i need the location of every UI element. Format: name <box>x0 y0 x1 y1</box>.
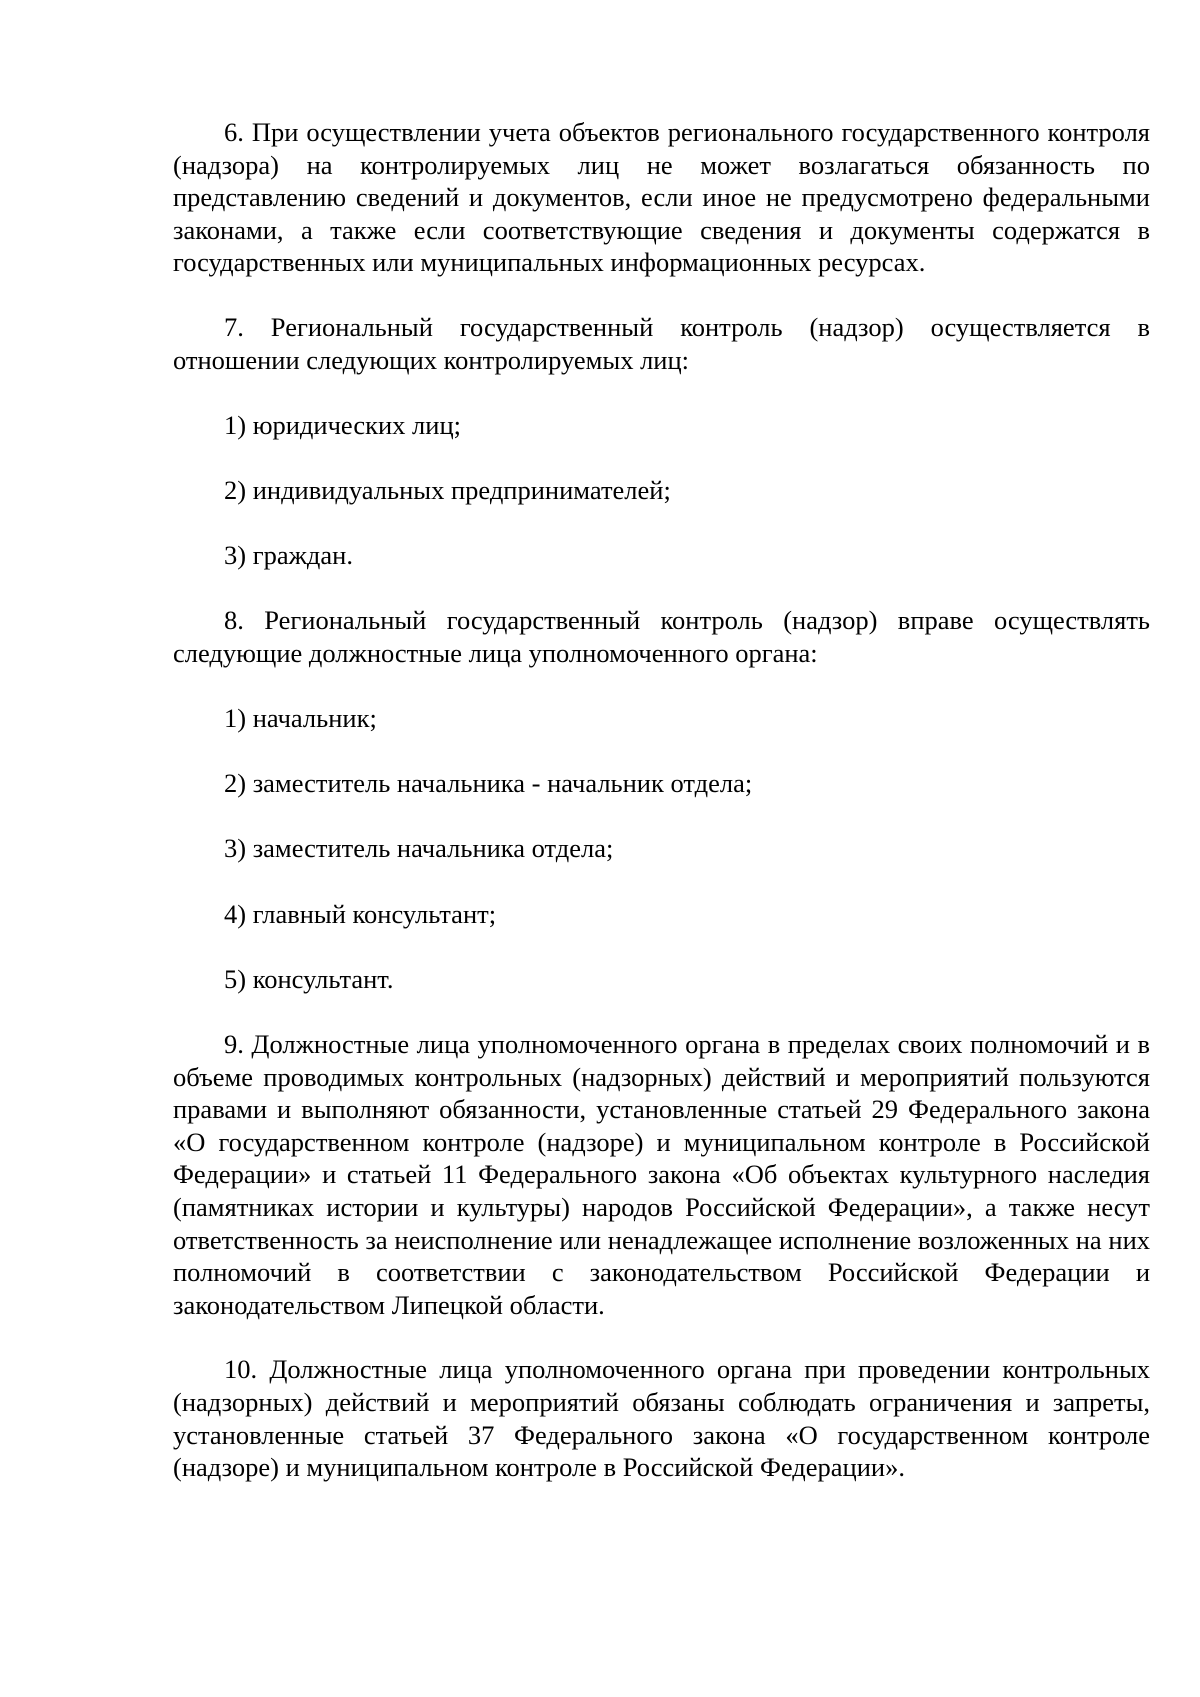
list-item-8-3: 3) заместитель начальника отдела; <box>224 833 614 864</box>
list-item-8-4: 4) главный консультант; <box>224 898 497 929</box>
paragraph-9: 9. Должностные лица уполномоченного органа в пределах своих полномочий и в объеме проводимых контрольных (надзорных) действий и мероприятий пользуются правами и выполняют обязанности, установленные статьей 29 Федерального закона «О государственном контроле (надзоре) и муниципальном контроле в Российской Федерации» и статьей 11 Федерального закона «Об объектах культурного наследия (памятниках истории и культуры) народов Российской Федерации», а также несут ответственность за неисполнение или ненадлежащее исполнение возложенных на них полномочий в соответствии с законодательством Российской Федерации и законодательством Липецкой области. <box>173 1029 1150 1320</box>
list-item-8-1: 1) начальник; <box>224 703 377 734</box>
list-item-8-2: 2) заместитель начальника - начальник отдела; <box>224 768 753 799</box>
document-body <box>173 116 1150 1484</box>
paragraph-10: 10. Должностные лица уполномоченного органа при проведении контрольных (надзорных) действий и мероприятий обязаны соблюдать ограничения и запреты, установленные статьей 37 Федерального закона «О государственном контроле (надзоре) и муниципальном контроле в Российской Федерации». <box>173 1354 1150 1483</box>
list-item-7-3: 3) граждан. <box>224 540 353 571</box>
paragraph-7: 7. Региональный государственный контроль (надзор) осуществляется в отношении следующих контролируемых лиц: <box>173 311 1150 375</box>
list-item-7-1: 1) юридических лиц; <box>224 409 461 440</box>
paragraph-8: 8. Региональный государственный контроль (надзор) вправе осуществлять следующие должностные лица уполномоченного органа: <box>173 605 1150 668</box>
paragraph-6: 6. При осуществлении учета объектов регионального государственного контроля (надзора) на контролируемых лиц не может возлагаться обязанность по представлению сведений и документов, если иное не предусмотрено федеральными законами, а также если соответствующие сведения и документы содержатся в государственных или муниципальных информационных ресурсах. <box>173 117 1150 278</box>
list-item-7-2: 2) индивидуальных предпринимателей; <box>224 474 671 505</box>
list-item-8-5: 5) консультант. <box>224 963 394 994</box>
